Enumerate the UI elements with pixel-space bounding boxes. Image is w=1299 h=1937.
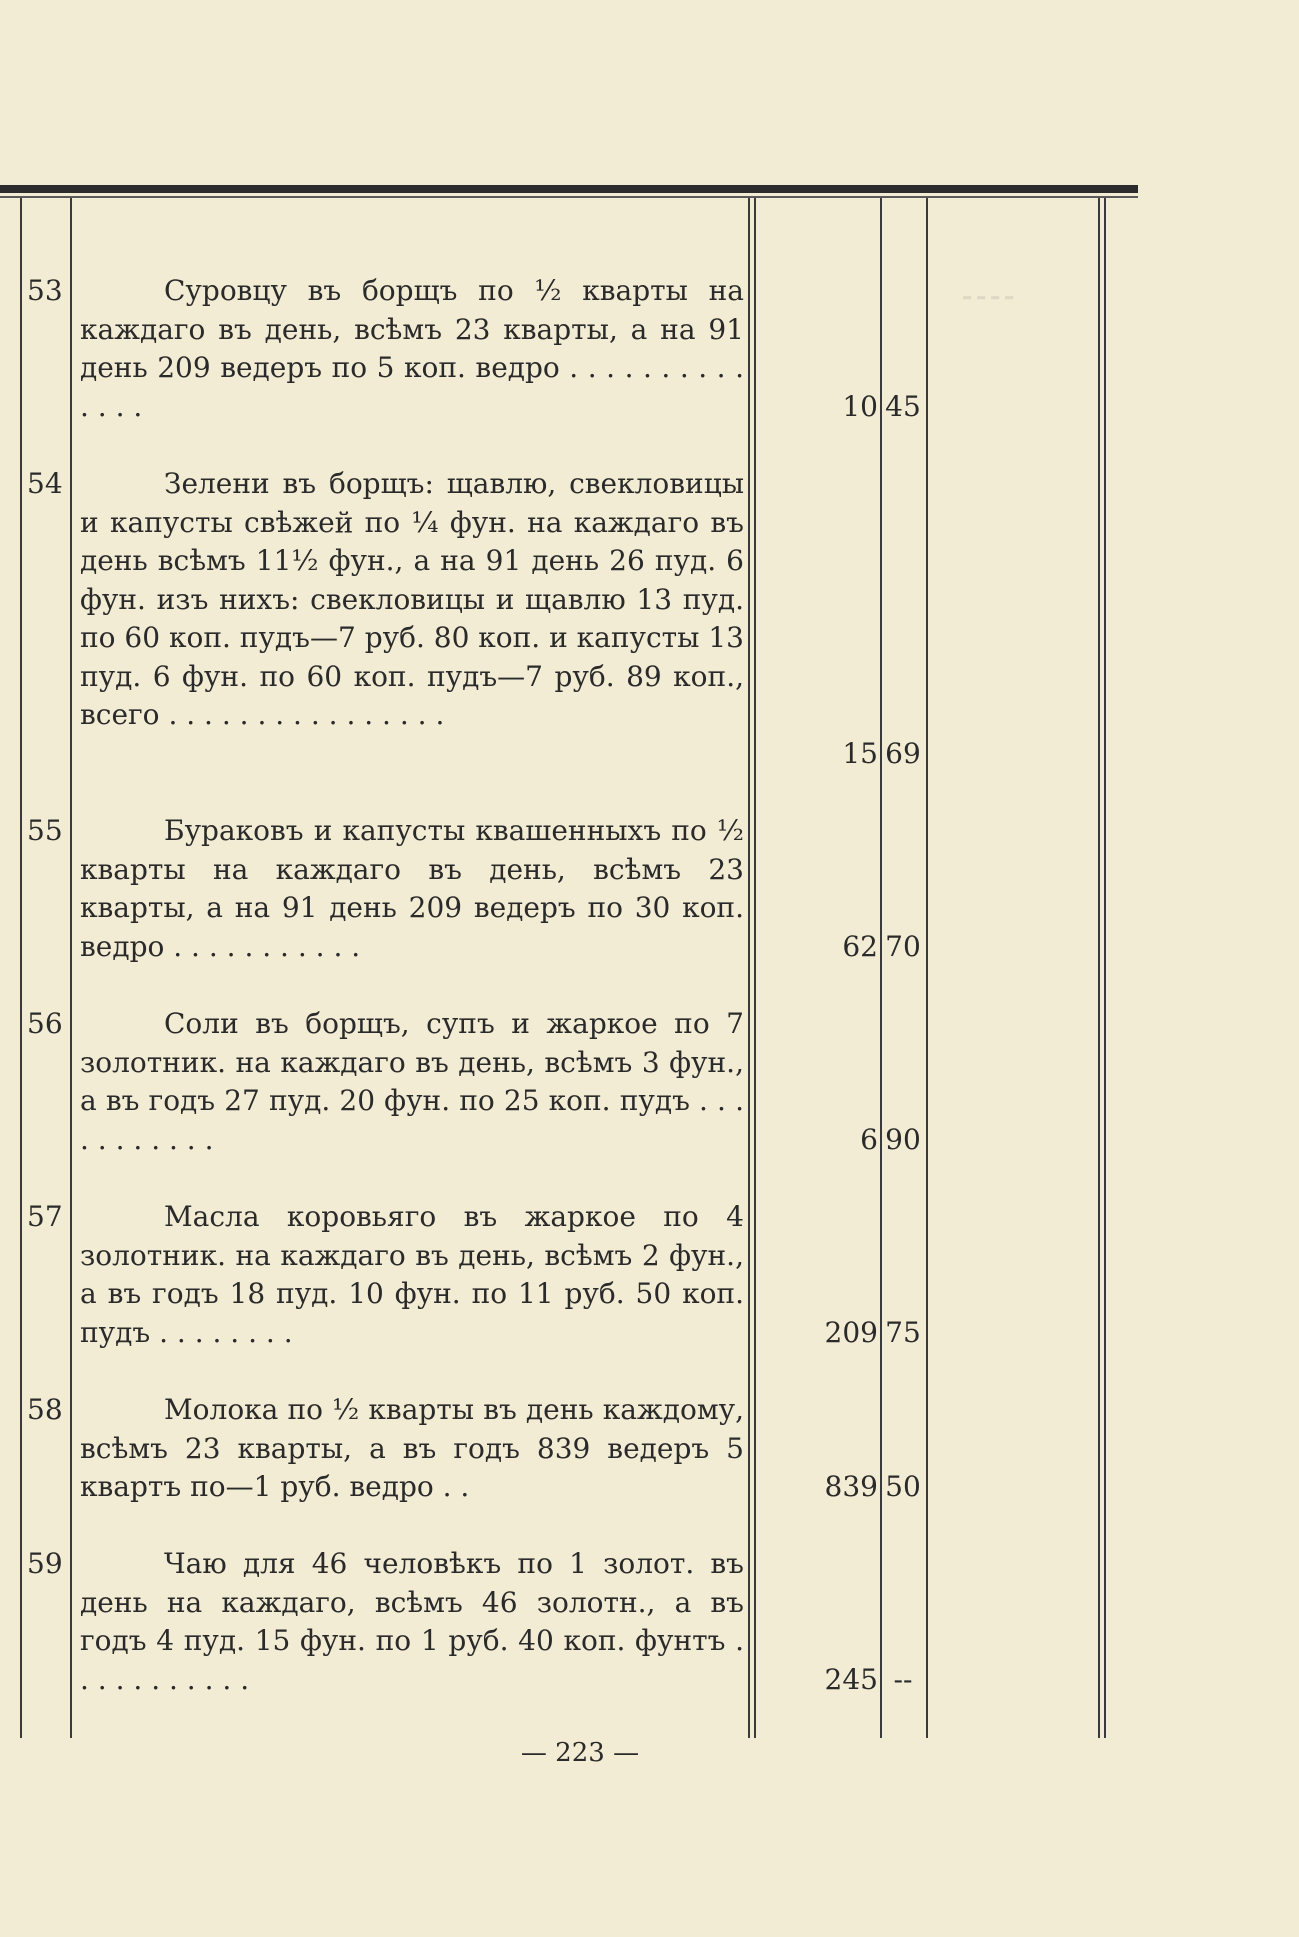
amount-kopecks: 69 — [885, 737, 921, 770]
amount-rubles: 6 — [860, 1123, 878, 1156]
column-line-left — [20, 198, 22, 1738]
amount-kopecks: 70 — [885, 930, 921, 963]
amount-kopecks: 45 — [885, 390, 921, 423]
amount-rubles: 839 — [824, 1470, 878, 1503]
column-line-right — [1098, 198, 1100, 1738]
column-line-right-2 — [1104, 198, 1106, 1738]
row-description-text: Соли въ борщъ, супъ и жаркое по 7 золотник. на каждаго въ день, всѣмъ 3 фун., а въ годъ 27 пуд. 20 фун. по 25 коп. пудъ . . . . . . . . . . . — [80, 1007, 744, 1156]
row-number: 57 — [27, 1200, 63, 1233]
amount-rubles: 10 — [842, 390, 878, 423]
row-description — [80, 1005, 744, 1159]
amount-kopecks: 75 — [885, 1316, 921, 1349]
row-number: 53 — [27, 274, 63, 307]
row-number: 55 — [27, 814, 63, 847]
row-description-text: Масла коровьяго въ жаркое по 4 золотник. на каждаго въ день, всѣмъ 2 фун., а въ годъ 18 пуд. 10 фун. по 11 руб. 50 коп. пудъ . . . . . . . . — [80, 1200, 744, 1349]
row-description-text: Молока по ½ кварты въ день каждому, всѣмъ 23 кварты, а въ годъ 839 ведеръ 5 квартъ по—1 руб. ведро . . — [80, 1393, 744, 1503]
row-description — [80, 272, 744, 426]
amount-rubles: 15 — [842, 737, 878, 770]
row-description-text: Бураковъ и капусты квашенныхъ по ½ кварты на каждаго въ день, всѣмъ 23 кварты, а на 91 день 209 ведеръ по 30 коп. ведро . . . . . . . . . . . — [80, 814, 744, 963]
row-description — [80, 812, 744, 966]
column-line-kop — [926, 198, 928, 1738]
row-description — [80, 1545, 744, 1699]
column-line-text-right-2 — [754, 198, 756, 1738]
amount-kopecks: -- — [893, 1663, 913, 1696]
amount-rubles: 245 — [824, 1663, 878, 1696]
row-description — [80, 465, 744, 735]
row-number: 59 — [27, 1547, 63, 1580]
row-description-text: Чаю для 46 человѣкъ по 1 золот. въ день на каждаго, всѣмъ 46 золотн., а въ годъ 4 пуд. 15 фун. по 1 руб. 40 коп. фунтъ . . . . . . . . . . . — [80, 1547, 744, 1696]
row-number: 58 — [27, 1393, 63, 1426]
row-description — [80, 1391, 744, 1507]
column-line-text-right — [748, 198, 750, 1738]
column-line-rub — [880, 198, 882, 1738]
amount-rubles: 209 — [824, 1316, 878, 1349]
amount-kopecks: 50 — [885, 1470, 921, 1503]
row-number: 54 — [27, 467, 63, 500]
row-description-text: Суровцу въ борщъ по ½ кварты на каждаго въ день, всѣмъ 23 кварты, а на 91 день 209 ведеръ по 5 коп. ведро . . . . . . . . . . . . . . — [80, 274, 744, 423]
top-rule-thin — [0, 196, 1138, 198]
amount-kopecks: 90 — [885, 1123, 921, 1156]
row-description-text: Зелени въ борщъ: щавлю, свекловицы и капусты свѣжей по ¼ фун. на каждаго въ день всѣмъ 11½ фун., а на 91 день 26 пуд. 6 фун. изъ нихъ: свекловицы и щавлю 13 пуд. по 60 коп. пудъ—7 руб. 80 коп. и капусты 13 пуд. 6 фун. по 60 коп. пудъ—7 руб. 89 коп., всего . . . . . . . . . . . . . . . . — [80, 467, 744, 731]
column-line-number — [70, 198, 72, 1738]
bleed-through-decoration: ⁃⁃⁃⁃ — [960, 282, 1016, 315]
row-number: 56 — [27, 1007, 63, 1040]
row-description — [80, 1198, 744, 1352]
top-rule — [0, 185, 1138, 193]
page-number: — 223 — — [520, 1738, 640, 1768]
amount-rubles: 62 — [842, 930, 878, 963]
